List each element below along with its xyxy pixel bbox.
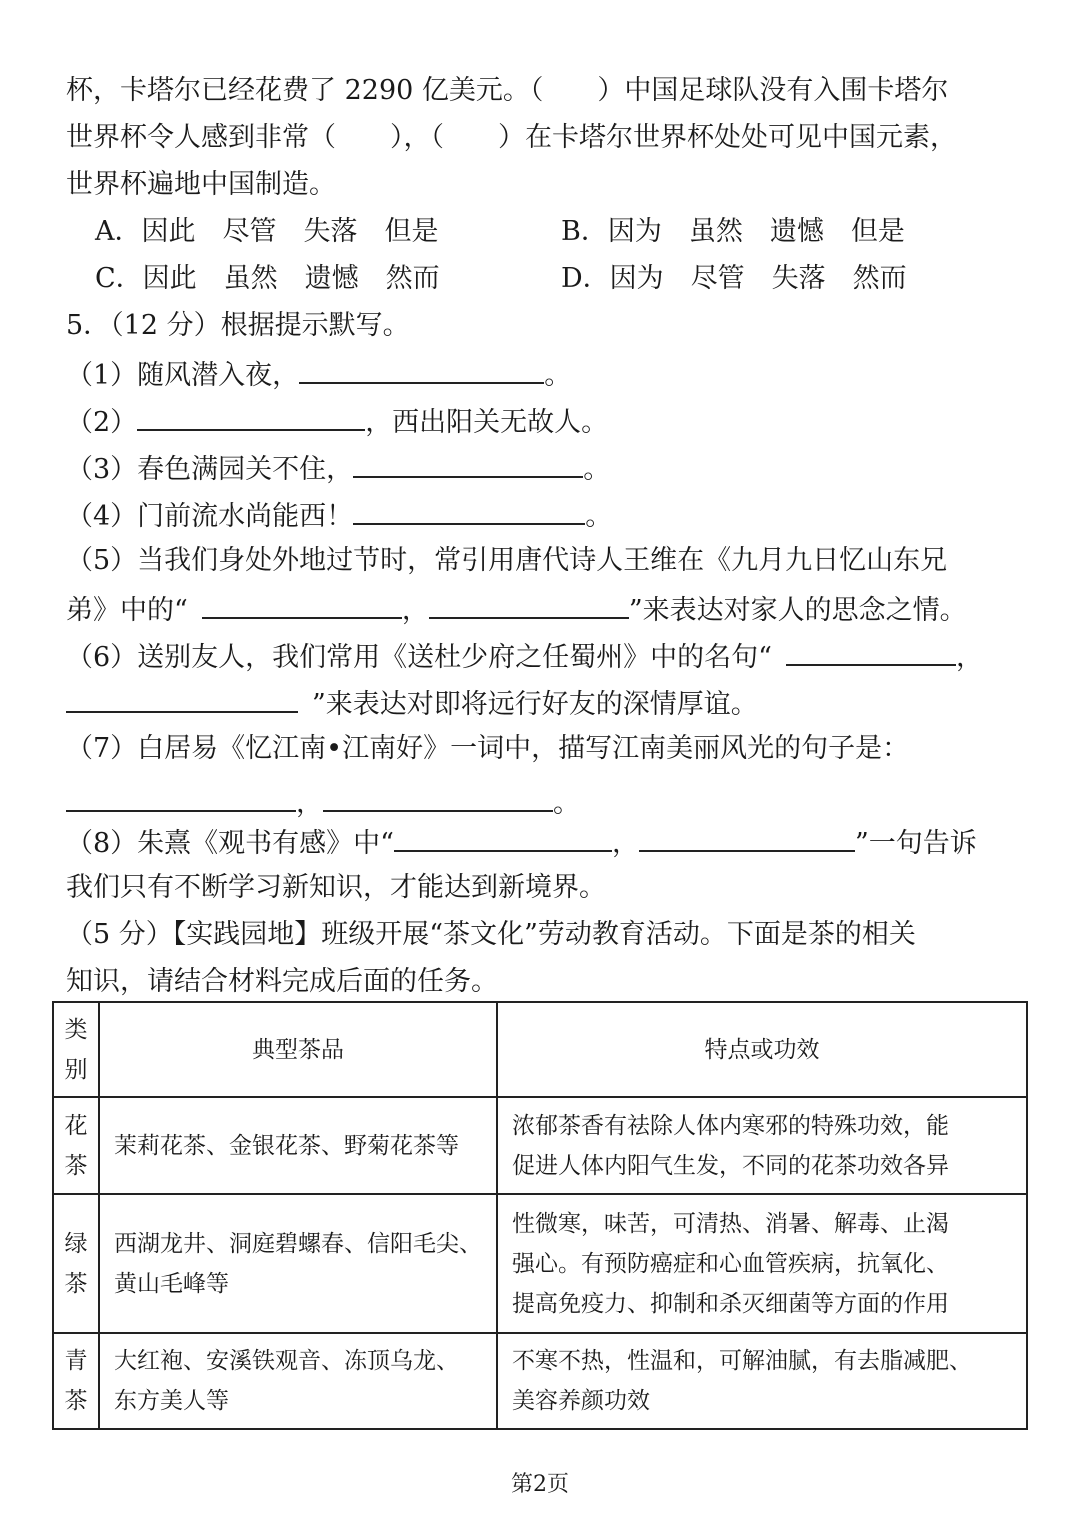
header-category [53,1002,99,1097]
row-features [497,1194,1027,1333]
q5-item-6-line-2 [66,685,1026,722]
answer-blank[interactable] [66,685,298,713]
row-category-char: 茶 [64,1270,88,1297]
answer-blank[interactable] [137,403,365,431]
row-category-char: 青 [64,1348,88,1374]
answer-blank[interactable] [353,450,583,478]
page-number: 第2页 [511,1472,569,1497]
row-category-char: 茶 [64,1388,88,1414]
q5-item-8-prefix: （8）朱熹《观书有感》中“ [66,828,394,859]
row-items [99,1333,497,1429]
q5-item-5-line-2 [66,591,1026,628]
header-items: 典型茶品 [99,1002,497,1097]
q5-item-7-line-1: （7）白居易《忆江南•江南好》一词中，描写江南美丽风光的句子是： [66,733,910,764]
q4-option-b[interactable]: B．因为 虽然 遗憾 但是 [561,216,905,247]
row-features-line: 提高免疫力、抑制和杀灭细菌等方面的作用 [512,1290,949,1317]
answer-blank[interactable] [786,638,956,666]
table-row [53,1333,1027,1429]
header-category-char: 别 [64,1056,88,1083]
q5-item-1 [66,356,1026,393]
q4-text-line-2: 世界杯令人感到非常（ ），（ ）在卡塔尔世界杯处处可见中国元素， [66,122,957,153]
answer-blank[interactable] [353,497,585,525]
q5-item-5-mid: ， [401,595,429,626]
q5-item-2-suffix: ，西出阳关无故人。 [365,407,609,438]
row-features [497,1333,1027,1429]
q5-item-3 [66,450,1026,487]
q5-item-6-line-1 [66,638,1026,675]
q5-item-1-prefix: （1）随风潜入夜， [66,360,300,391]
answer-blank[interactable] [299,356,544,384]
row-features-line: 性微寒，味苦，可清热、消暑、解毒、止渴 [512,1210,949,1237]
answer-blank[interactable] [429,591,629,619]
row-features-line: 促进人体内阳气生发，不同的花茶功效各异 [512,1152,949,1179]
q5-item-4 [66,497,1026,534]
q5-item-1-suffix: 。 [544,360,572,391]
row-items-line: 黄山毛峰等 [114,1270,229,1297]
answer-blank[interactable] [323,784,553,812]
row-category-char: 绿 [64,1230,88,1257]
row-features-line: 美容养颜功效 [512,1388,650,1414]
q5-item-4-suffix: 。 [585,501,613,532]
table-row [53,1194,1027,1333]
q5-item-2-prefix: （2） [66,407,138,438]
q4-option-c[interactable]: C．因此 虽然 遗憾 然而 [95,263,440,294]
q4-option-d[interactable]: D．因为 尽管 失落 然而 [561,263,907,294]
q5-item-6-suffix-1: ， [955,642,983,673]
row-items: 茉莉花茶、金银花茶、野菊花茶等 [99,1097,497,1194]
answer-blank[interactable] [202,591,402,619]
answer-blank[interactable] [66,784,296,812]
row-items [99,1194,497,1333]
tea-table [52,1001,1028,1430]
q5-item-7-suffix: 。 [553,788,580,819]
row-category-char: 花 [64,1112,88,1139]
q5-item-5-prefix: 弟》中的“ [66,595,188,626]
q5-item-8-mid: ， [611,828,639,859]
q5-item-7-mid: ， [296,788,323,819]
row-category-char: 茶 [64,1152,88,1179]
header-features: 特点或功效 [497,1002,1027,1097]
row-features-line: 强心。有预防癌症和心血管疾病，抗氧化、 [512,1250,949,1277]
q6-intro-line-2: 知识，请结合材料完成后面的任务。 [66,966,498,997]
table-row [53,1097,1027,1194]
q5-item-5-suffix: ”来表达对家人的思念之情。 [628,595,967,626]
row-category [53,1194,99,1333]
q5-item-8-suffix: ”一句告诉 [854,828,977,859]
row-items-line: 东方美人等 [114,1388,229,1414]
q5-item-8-line-2: 我们只有不断学习新知识，才能达到新境界。 [66,872,606,903]
q4-text-line-3: 世界杯遍地中国制造。 [66,169,336,200]
row-category [53,1097,99,1194]
row-items-line: 西湖龙井、洞庭碧螺春、信阳毛尖、 [114,1230,482,1257]
header-category-char: 类 [64,1016,88,1043]
row-features [497,1097,1027,1194]
q5-item-4-prefix: （4）门前流水尚能西！ [66,501,354,532]
q5-item-2 [66,403,1026,440]
q6-intro-line-1: （5 分）【实践园地】班级开展“茶文化”劳动教育活动。下面是茶的相关 [66,919,916,950]
q4-text-line-1: 杯，卡塔尔已经花费了 2290 亿美元。（ ）中国足球队没有入围卡塔尔 [66,75,949,106]
q4-option-a[interactable]: A．因此 尽管 失落 但是 [95,216,439,247]
row-features-line: 浓郁茶香有祛除人体内寒邪的特殊功效，能 [512,1112,949,1139]
q5-item-5-line-1: （5）当我们身处外地过节时，常引用唐代诗人王维在《九月九日忆山东兄 [66,545,948,576]
q5-item-7-line-2 [66,784,1026,821]
answer-blank[interactable] [639,824,855,852]
q5-item-3-suffix: 。 [583,454,611,485]
row-features-line: 不寒不热，性温和，可解油腻，有去脂减肥、 [512,1348,972,1374]
q5-item-6-suffix-2: ”来表达对即将远行好友的深情厚谊。 [312,689,758,720]
answer-blank[interactable] [394,824,612,852]
q5-item-6-prefix: （6）送别友人，我们常用《送杜少府之任蜀州》中的名句“ [66,642,772,673]
q5-item-8-line-1 [66,824,1026,861]
table-header-row [53,1002,1027,1097]
q5-heading: 5．（12 分）根据提示默写。 [66,310,410,341]
row-category [53,1333,99,1429]
row-items-line: 大红袍、安溪铁观音、冻顶乌龙、 [114,1348,459,1374]
q5-item-3-prefix: （3）春色满园关不住， [66,454,354,485]
